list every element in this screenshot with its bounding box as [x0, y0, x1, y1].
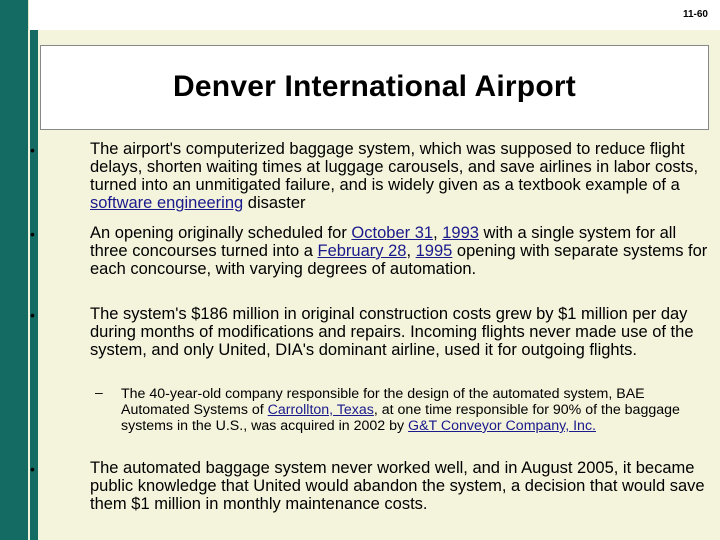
- bullet-2-sep1: ,: [433, 224, 443, 242]
- bullet-2-text: An opening originally scheduled for: [90, 224, 352, 242]
- sub-bullet-text-1: The 40-year-old company responsible for the design of the automated system, BAE Automated Systems of: [121, 386, 645, 418]
- bullet-marker: •: [30, 461, 35, 477]
- bullet-text-3: The system's $186 million in original construction costs grew by $1 million per day during months of modifications and repairs. Incoming flights never made use of the system, and only United, DIA's dominant airline, used it for outgoing flights.: [90, 305, 694, 359]
- bullet-marker: •: [30, 226, 35, 242]
- link-gt-conveyor[interactable]: G&T Conveyor Company, Inc.: [408, 418, 596, 434]
- bullet-marker: •: [30, 142, 35, 158]
- link-carrollton-texas[interactable]: Carrollton, Texas: [267, 402, 374, 418]
- link-1995[interactable]: 1995: [415, 242, 453, 260]
- slide-number: 11-60: [682, 9, 708, 20]
- sub-bullet-text-2: , at one time responsible for 90% of the baggage systems in the U.S., was acquired in 2002 by: [121, 402, 680, 434]
- sub-bullet-marker: –: [95, 384, 103, 400]
- bullet-1-text: The airport's computerized baggage system, which was supposed to reduce flight delays, shorten waiting times at luggage carousels, and save airlines in labor costs, turned into an unmitigated failure, and is widely given as a textbook example of a: [90, 140, 699, 194]
- bullet-text-2: [90, 224, 718, 278]
- link-october-31[interactable]: October 31: [351, 224, 434, 242]
- bullet-text-4: The automated baggage system never worked well, and in August 2005, it became public knowledge that United would abandon the system, a decision that would save them $1 million in monthly maintenance costs.: [90, 459, 705, 513]
- slide-title: Denver International Airport: [173, 70, 576, 103]
- link-software-engineering[interactable]: software engineering: [90, 194, 244, 212]
- sub-bullet-text: [121, 386, 711, 434]
- bullet-marker: •: [30, 307, 35, 323]
- bullet-2-sep2: ,: [406, 242, 416, 260]
- bullet-2-tail: opening with separate systems for each concourse, with varying degrees of automation.: [90, 242, 708, 278]
- bullet-text-1: [90, 140, 718, 212]
- bullet-1-tail: disaster: [243, 194, 306, 212]
- link-february-28[interactable]: February 28: [317, 242, 407, 260]
- bullet-2-mid: with a single system for all three concourses turned into a: [90, 224, 677, 260]
- link-1993[interactable]: 1993: [442, 224, 479, 242]
